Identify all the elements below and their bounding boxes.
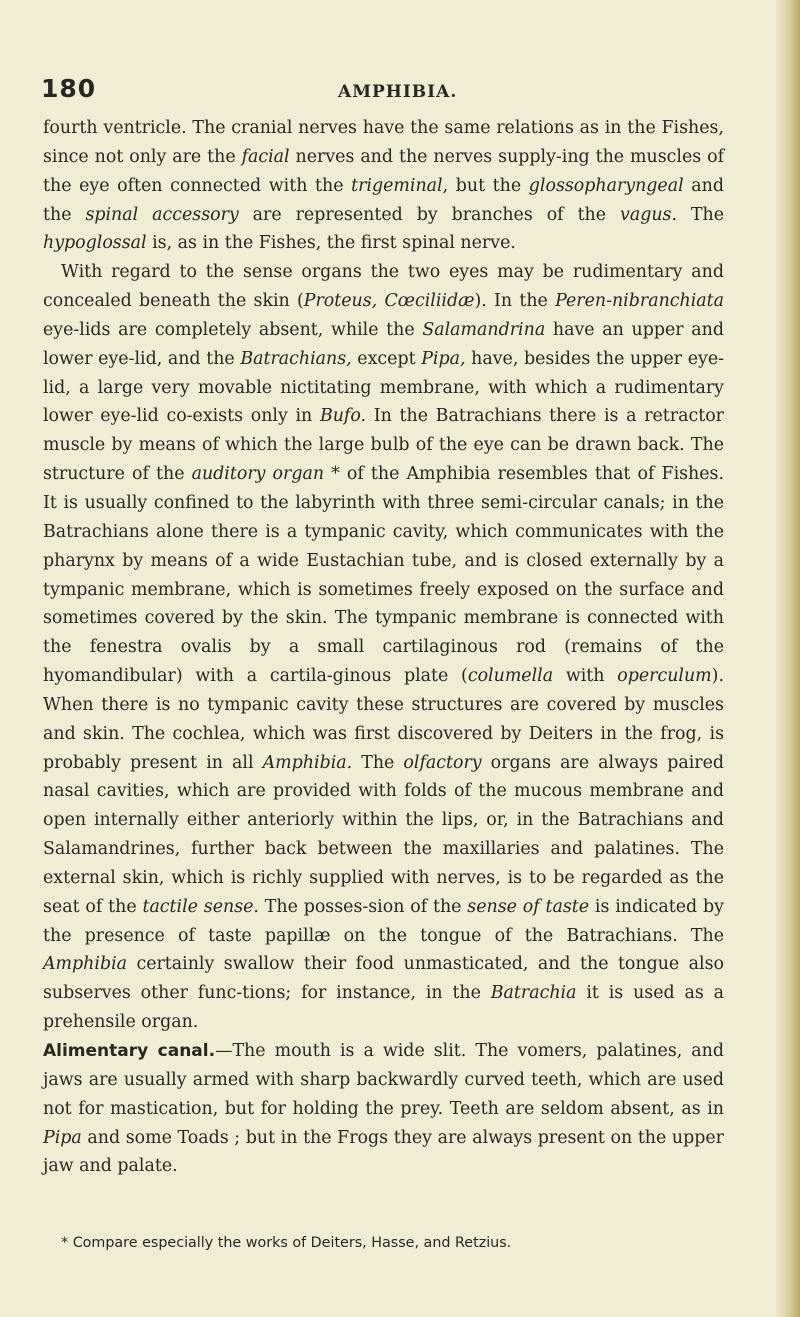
italic-term: operculum: [617, 666, 712, 687]
page-edge-shading: [774, 0, 800, 1317]
text-run: The: [352, 752, 404, 773]
italic-term: hypoglossal: [43, 233, 147, 254]
italic-term: vagus: [620, 204, 672, 225]
italic-term: facial: [241, 146, 290, 167]
italic-term: Proteus, Cœciliidæ: [303, 291, 475, 312]
italic-term: spinal accessory: [85, 204, 239, 225]
text-run: and some Toads ; but in the Frogs they are always present on the upper jaw and palate.: [43, 1127, 724, 1177]
text-run: of the Amphibia resembles that of Fishes. It is usually confined to the labyrinth with three semi-circular canals; in the Batrachians alone there is a tympanic cavity, which communicates with the pharynx by means of a wide Eustachian tube, and is closed externally by a tympanic membrane, which is sometimes freely exposed on the surface and sometimes covered by the skin. The tympanic membrane is connected with the fenestra ovalis by a small cartilaginous rod (remains of the hyomandibular) with a cartila-ginous plate (: [43, 464, 724, 687]
body-text: [43, 114, 724, 1181]
text-run: The posses-sion of the: [258, 896, 468, 917]
text-run: is, as in the Fishes, the first spinal nerve.: [146, 233, 516, 254]
text-run: have, besides the upper eye-lid, a large very movable nictitating membrane, with which a rudimentary lower eye-lid co-exists only in: [43, 348, 724, 427]
italic-term: Pipa,: [421, 348, 466, 369]
paragraph-nerves: [43, 114, 724, 258]
paragraph-alimentary-canal: [43, 1037, 724, 1181]
text-run: eye-lids are completely absent, while the: [43, 319, 423, 340]
text-run: With regard to the sense organs the two eyes may be rudimentary and concealed beneath the skin (: [43, 262, 724, 312]
italic-term: glossopharyngeal: [528, 175, 684, 196]
italic-term: Batrachians,: [240, 348, 352, 369]
text-run: ). When there is no tympanic cavity these structures are covered by muscles and skin. The cochlea, which was first discovered by Deiters in the frog, is probably present in all: [43, 666, 724, 773]
page-header: [0, 0, 800, 110]
italic-term: Amphibia.: [262, 752, 353, 773]
text-run: is indicated by the presence of taste papillæ on the tongue of the Batrachians. The: [43, 896, 724, 946]
italic-term: tactile sense.: [142, 896, 259, 917]
text-run: In the Batrachians there is a retractor muscle by means of which the large bulb of the eye can be drawn back. The structure of the: [43, 406, 724, 485]
text-run: with: [553, 666, 618, 687]
italic-term: Amphibia: [43, 954, 128, 975]
running-head: AMPHIBIA.: [338, 82, 458, 102]
section-heading: Alimentary canal.: [43, 1041, 216, 1061]
text-run: . The: [671, 204, 725, 225]
text-run: ). In the: [474, 291, 556, 312]
italic-term: Salamandrina: [422, 319, 546, 340]
footnote-marker: *: [324, 464, 347, 485]
text-run: it is used as a prehensile organ.: [43, 983, 724, 1033]
italic-term: Peren-nibranchiata: [555, 291, 724, 312]
footnote: * Compare especially the works of Deiters, Hasse, and Retzius.: [61, 1235, 512, 1251]
italic-term: sense of taste: [467, 896, 590, 917]
text-run: except: [351, 348, 422, 369]
text-run: organs are always paired nasal cavities, which are provided with folds of the mucous membrane and open internally either anteriorly within the lips, or, in the Batrachians and Salamandrines, further back between the maxillaries and palatines. The external skin, which is richly supplied with nerves, is to be regarded as the seat of the: [43, 752, 724, 917]
text-run: —The mouth is a wide slit. The vomers, palatines, and jaws are usually armed with sharp backwardly curved teeth, which are used not for mastication, but for holding the prey. Teeth are seldom absent, as in: [43, 1041, 724, 1119]
italic-term: trigeminal: [351, 175, 443, 196]
italic-term: Pipa: [43, 1127, 82, 1148]
page-number: 180: [41, 74, 97, 103]
text-run: fourth ventricle. The cranial nerves have the same relations as in the Fishes, since not only are the: [43, 118, 724, 167]
text-run: are represented by branches of the: [238, 204, 620, 225]
italic-term: Batrachia: [490, 983, 577, 1004]
text-run: nerves and the nerves supply-ing the muscles of the eye often connected with the: [43, 146, 725, 196]
italic-term: Bufo.: [319, 406, 367, 427]
italic-term: auditory organ: [191, 464, 325, 485]
text-run: have an upper and lower eye-lid, and the: [43, 319, 724, 369]
text-run: and the: [43, 175, 724, 225]
paragraph-sense-organs: [43, 258, 724, 1037]
text-run: , but the: [442, 175, 529, 196]
italic-term: columella: [467, 666, 554, 687]
text-run: certainly swallow their food unmasticated, and the tongue also subserves other func-tions; for instance, in the: [43, 954, 724, 1004]
italic-term: olfactory: [403, 752, 482, 773]
